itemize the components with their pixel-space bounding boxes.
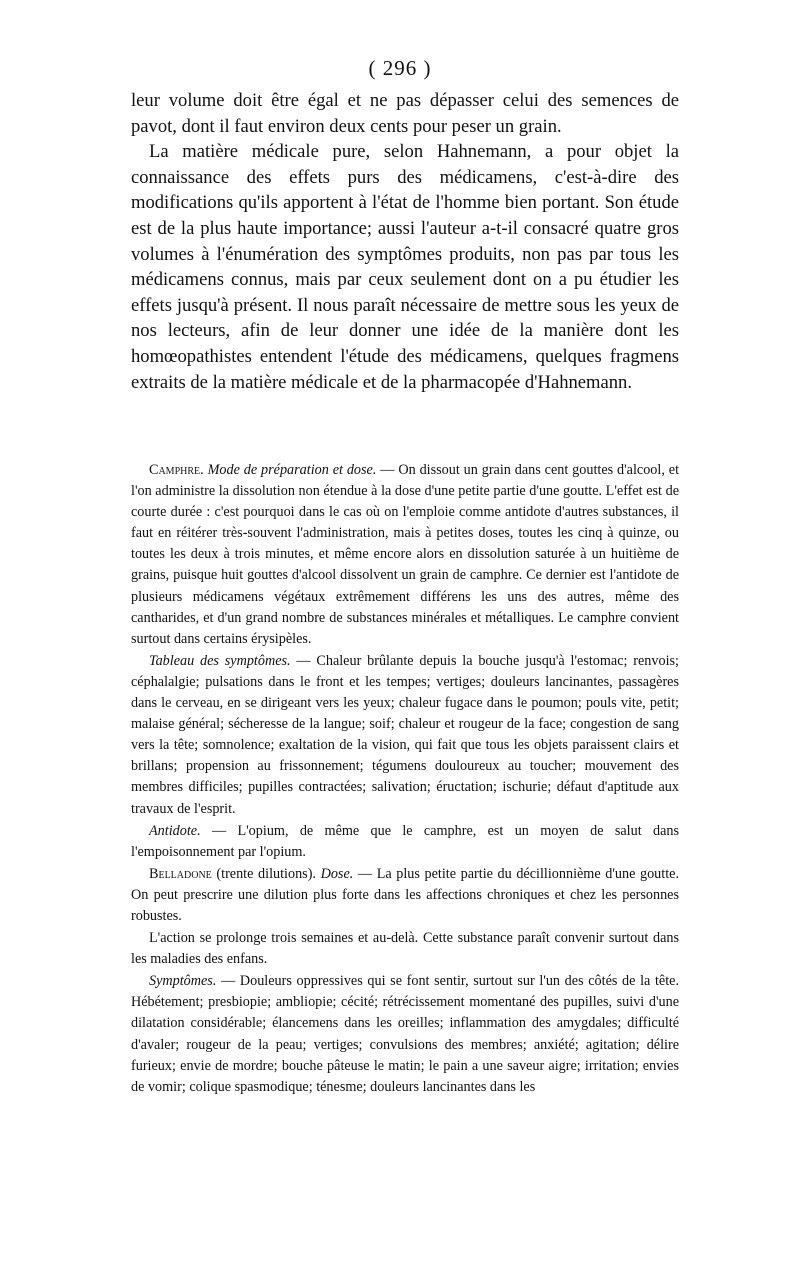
camphre-antidote-paragraph bbox=[131, 821, 679, 863]
camphre-tableau-label: Tableau des symptômes. bbox=[149, 652, 291, 669]
belladone-heading: Belladone bbox=[149, 865, 212, 882]
camphre-antidote-label: Antidote. bbox=[149, 822, 201, 839]
belladone-symptomes-label: Symptômes. bbox=[149, 973, 217, 990]
belladone-dose-paragraph bbox=[131, 864, 679, 927]
intro-paragraph-2: La matière médicale pure, selon Hahnemann, a pour objet la connaissance des effets purs des médicamens, c'est-à-dire des modifications qu'ils apportent à l'état de l'homme bien portant. Son étude est de la plus haute importance; aussi l'auteur a-t-il consacré quatre gros volumes à l'énumération des symptômes produits, non pas par tous les médicamens connus, mais par ceux seulement dont on a pu étudier les effets jusqu'à présent. Il nous paraît nécessaire de mettre sous les yeux de nos lecteurs, afin de leur donner une idée de la manière dont les homœopathistes entendent l'étude des médicamens, quelques fragmens extraits de la matière médicale et de la pharmacopée d'Hahnemann. bbox=[131, 141, 679, 393]
belladone-dilutions: (trente dilutions). bbox=[211, 865, 321, 882]
camphre-mode-label: Mode de préparation et dose. bbox=[207, 462, 377, 478]
belladone-action-paragraph: L'action se prolonge trois semaines et au-delà. Cette substance paraît convenir surtout dans les maladies des enfans. bbox=[131, 930, 679, 968]
intro-section bbox=[131, 88, 679, 395]
camphre-mode-text: — On dissout un grain dans cent gouttes d'alcool, et l'on administre la dissolution non étendue à la dose d'une petite partie d'une goutte. L'effet est de courte durée : c'est pourquoi dans le cas où on l'emploie comme antidote d'autres substances, il faut en réitérer très-souvent l'administration, mais à petites doses, toutes les cinq à quinze, ou toutes les deux à trois minutes, et même encore alors en dissolution saturée à un huitième de grains, puisque huit gouttes d'alcool dissolvent un grain de camphre. Ce dernier est l'antidote de plusieurs médicamens végétaux extrêmement différens les uns des autres, même des cantharides, et d'un grand nombre de substances minérales et métalliques. Le camphre convient surtout dans certains érysipèles. bbox=[131, 462, 680, 647]
belladone-symptomes-paragraph bbox=[131, 971, 679, 1098]
belladone-dose-text: — La plus petite partie du décillionnième d'une goutte. On peut prescrire une dilution plus forte dans les affections chroniques et chez les personnes robustes. bbox=[131, 865, 679, 924]
belladone-symptomes-text: — Douleurs oppressives qui se font sentir, surtout sur l'un des côtés de la tête. Hébétement; presbiopie; ambliopie; cécité; rétrécissement momentané des pupilles, suivi d'une dilatation considérable; élancemens dans les oreilles; inflammation des amygdales; difficulté d'avaler; rougeur de la peau; vertiges; convulsions des membres; anxiété; agitation; délire furieux; envie de mordre; bouche pâteuse le matin; le pain a une saveur aigre; irritation; envies de vomir; colique spasmodique; ténesme; douleurs lancinantes dans les bbox=[131, 973, 679, 1095]
camphre-tableau-paragraph bbox=[131, 651, 679, 820]
camphre-heading: Camphre. bbox=[149, 462, 204, 478]
camphre-antidote-text: — L'opium, de même que le camphre, est un moyen de salut dans l'empoisonnement par l'opium. bbox=[131, 822, 679, 860]
belladone-dose-label: Dose. bbox=[320, 865, 354, 882]
remedies-section bbox=[131, 460, 679, 1099]
intro-paragraph-1: leur volume doit être égal et ne pas dépasser celui des semences de pavot, dont il faut environ deux cents pour peser un grain. bbox=[131, 90, 679, 137]
page-number: ( 296 ) bbox=[368, 56, 432, 80]
camphre-tableau-text: — Chaleur brûlante depuis la bouche jusqu'à l'estomac; renvois; céphalalgie; pulsations dans le front et les tempes; vertiges; douleurs lancinantes, passagères dans le cerveau, en se dirigeant vers les yeux; chaleur fugace dans le poumon; pouls vite, petit; malaise général; sécheresse de la langue; soif; chaleur et rougeur de la face; congestion de sang vers la tête; somnolence; exaltation de la vision, qui fait que tous les objets paraissent clairs et brillans; propension au frissonnement; tégumens douloureux au toucher; mouvement des membres difficiles; pupilles contractées; salivation; éructation; ischurie; défaut d'aptitude aux travaux de l'esprit. bbox=[131, 652, 679, 817]
camphre-mode-paragraph bbox=[131, 460, 679, 650]
